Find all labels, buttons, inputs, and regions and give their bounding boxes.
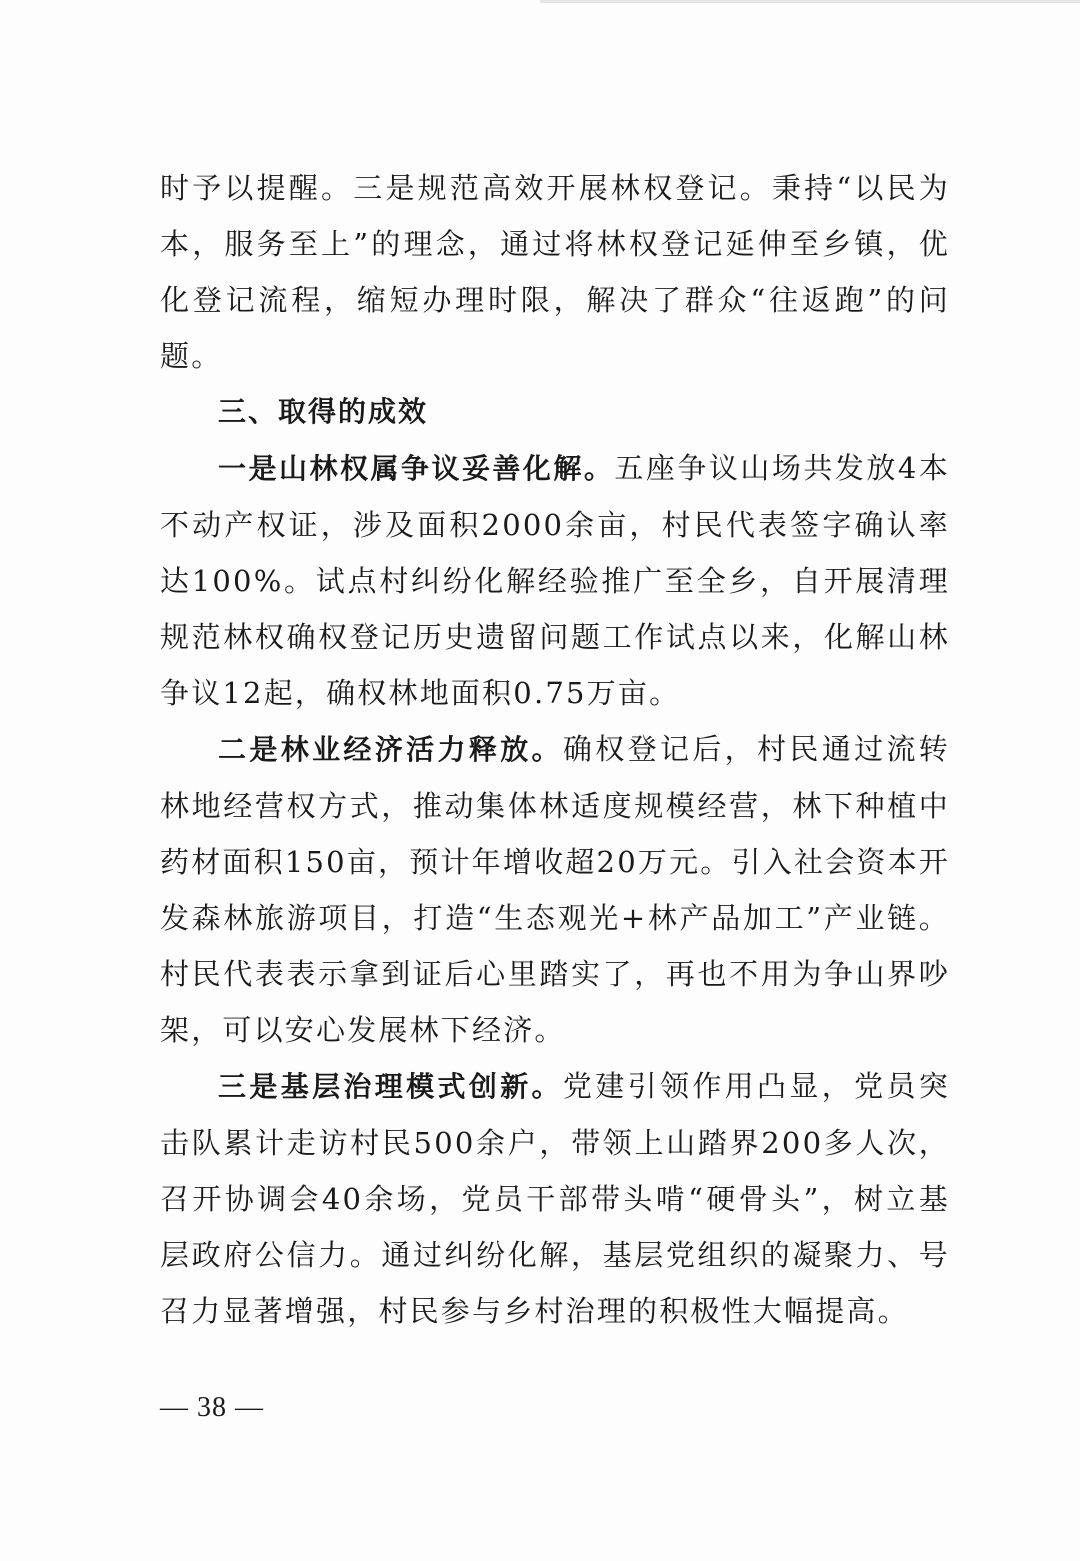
scan-edge-line [540,0,1080,3]
paragraph-body-text: 党建引领作用凸显，党员突击队累计走访村民500余户，带领上山踏界200多人次，召开协调会40余场，党员干部带头啃“硬骨头”，树立基层政府公信力。通过纠纷化解，基层党组织的凝聚力、号召力显著增强，村民参与乡村治理的积极性大幅提高。 [160,1069,951,1328]
paragraph-body-text: 确权登记后，村民通过流转林地经营权方式，推动集体林适度规模经营，林下种植中药材面积150亩，预计年增收超20万元。引入社会资本开发森林旅游项目，打造“生态观光+林产品加工”产业链。村民代表表示拿到证后心里踏实了，再也不用为争山界吵架，可以安心发展林下经济。 [160,732,951,1047]
paragraph-lead-text: 二是林业经济活力释放。 [218,733,563,766]
paragraph-body-text: 五座争议山场共发放4本不动产权证，涉及面积2000余亩，村民代表签字确认率达100%。试点村纠纷化解经验推广至全乡，自开展清理规范林权确权登记历史遗留问题工作试点以来，化解山林争议12起，确权林地面积0.75万亩。 [160,451,951,710]
paragraph-forestry-economy [160,721,950,1058]
section-heading: 三、取得的成效 [218,395,429,428]
paragraph-continued: 时予以提醒。三是规范高效开展林权登记。秉持“以民为本，服务至上”的理念，通过将林权登记延伸至乡镇，优化登记流程，缩短办理时限，解决了群众“往返跑”的问题。 [160,171,950,373]
paragraph-lead-text: 三是基层治理模式创新。 [218,1070,563,1103]
document-body [160,160,950,1339]
page-number: — 38 — [160,1392,264,1423]
paragraph-dispute-resolution [160,440,950,721]
paragraph-lead-text: 一是山林权属争议妥善化解。 [218,452,615,485]
paragraph-grassroots-governance [160,1058,950,1339]
